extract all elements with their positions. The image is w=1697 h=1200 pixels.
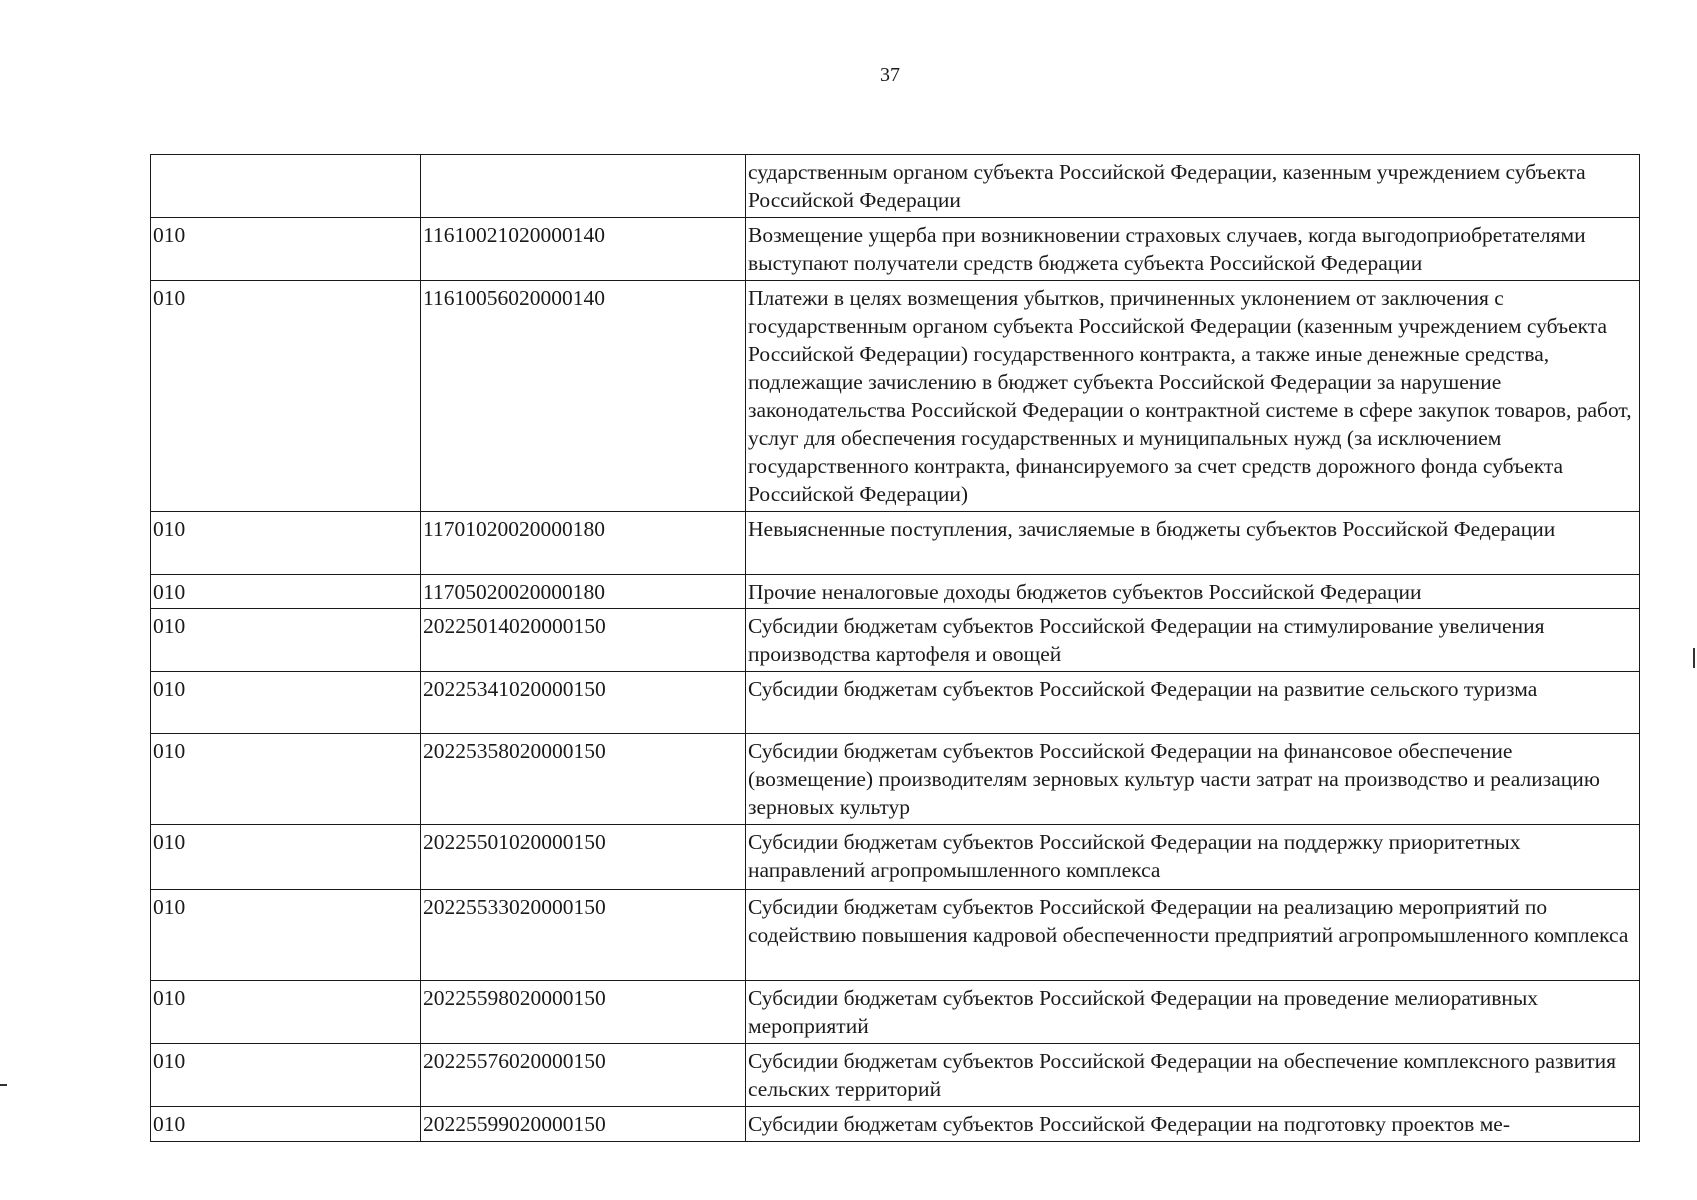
table-row [151,218,1640,281]
kbk-code-cell: 20225576020000150 [421,1044,746,1107]
admin-code-cell: 010 [151,825,421,890]
description-cell: Субсидии бюджетам субъектов Российской Федерации на стимулирование увеличения производства картофеля и овощей [746,609,1640,672]
admin-code-cell: 010 [151,672,421,734]
admin-code-cell: 010 [151,218,421,281]
kbk-code-cell: 20225501020000150 [421,825,746,890]
admin-code-cell: 010 [151,1107,421,1142]
admin-code-cell: 010 [151,1044,421,1107]
kbk-code-cell: 11610056020000140 [421,281,746,512]
kbk-code-cell: 11705020020000180 [421,575,746,609]
description-cell: Субсидии бюджетам субъектов Российской Федерации на проведение мелиоративных мероприятий [746,981,1640,1044]
table-row [151,281,1640,512]
description-cell: Субсидии бюджетам субъектов Российской Федерации на финансовое обеспечение (возмещение) производителям зерновых культур части затрат на производство и реализацию зерновых культур [746,734,1640,825]
table-row [151,512,1640,575]
table-row [151,575,1640,609]
kbk-code-cell: 20225599020000150 [421,1107,746,1142]
description-cell: Невыясненные поступления, зачисляемые в бюджеты субъектов Российской Федерации [746,512,1640,575]
budget-code-table [150,154,1640,1142]
scan-mark [0,1084,7,1086]
table-row [151,609,1640,672]
kbk-code-cell: 20225014020000150 [421,609,746,672]
kbk-code-cell [421,155,746,218]
table-row [151,1044,1640,1107]
table-row [151,825,1640,890]
table-row [151,672,1640,734]
admin-code-cell: 010 [151,281,421,512]
kbk-code-cell: 20225533020000150 [421,890,746,981]
description-cell: Субсидии бюджетам субъектов Российской Федерации на обеспечение комплексного развития сельских территорий [746,1044,1640,1107]
kbk-code-cell: 20225598020000150 [421,981,746,1044]
admin-code-cell: 010 [151,734,421,825]
description-cell: Субсидии бюджетам субъектов Российской Федерации на подготовку проектов ме- [746,1107,1640,1142]
table-row [151,890,1640,981]
description-cell: Субсидии бюджетам субъектов Российской Федерации на развитие сельского туризма [746,672,1640,734]
description-cell: Субсидии бюджетам субъектов Российской Федерации на реализацию мероприятий по содействию повышения кадровой обеспеченности предприятий агропромышленного комплекса [746,890,1640,981]
table-row [151,155,1640,218]
description-cell: Субсидии бюджетам субъектов Российской Федерации на поддержку приоритетных направлений агропромышленного комплекса [746,825,1640,890]
admin-code-cell: 010 [151,609,421,672]
description-cell: Возмещение ущерба при возникновении страховых случаев, когда выгодоприобретателями выступают получатели средств бюджета субъекта Российской Федерации [746,218,1640,281]
admin-code-cell [151,155,421,218]
kbk-code-cell: 20225358020000150 [421,734,746,825]
admin-code-cell: 010 [151,512,421,575]
admin-code-cell: 010 [151,890,421,981]
admin-code-cell: 010 [151,575,421,609]
kbk-code-cell: 11610021020000140 [421,218,746,281]
description-cell: Платежи в целях возмещения убытков, причиненных уклонением от заключения с государственным органом субъекта Российской Федерации (казенным учреждением субъекта Российской Федерации) государственного контракта, а также иные денежные средства, подлежащие зачислению в бюджет субъекта Российской Федерации за нарушение законодательства Российской Федерации о контрактной системе в сфере закупок товаров, работ, услуг для обеспечения государственных и муниципальных нужд (за исключением государственного контракта, финансируемого за счет средств дорожного фонда субъекта Российской Федерации) [746,281,1640,512]
description-cell: Прочие неналоговые доходы бюджетов субъектов Российской Федерации [746,575,1640,609]
kbk-code-cell: 20225341020000150 [421,672,746,734]
page-number: 37 [880,64,900,86]
admin-code-cell: 010 [151,981,421,1044]
table-row [151,1107,1640,1142]
table-row [151,981,1640,1044]
description-cell: сударственным органом субъекта Российской Федерации, казенным учреждением субъекта Российской Федерации [746,155,1640,218]
kbk-code-cell: 11701020020000180 [421,512,746,575]
scan-mark [1693,648,1695,668]
table-row [151,734,1640,825]
